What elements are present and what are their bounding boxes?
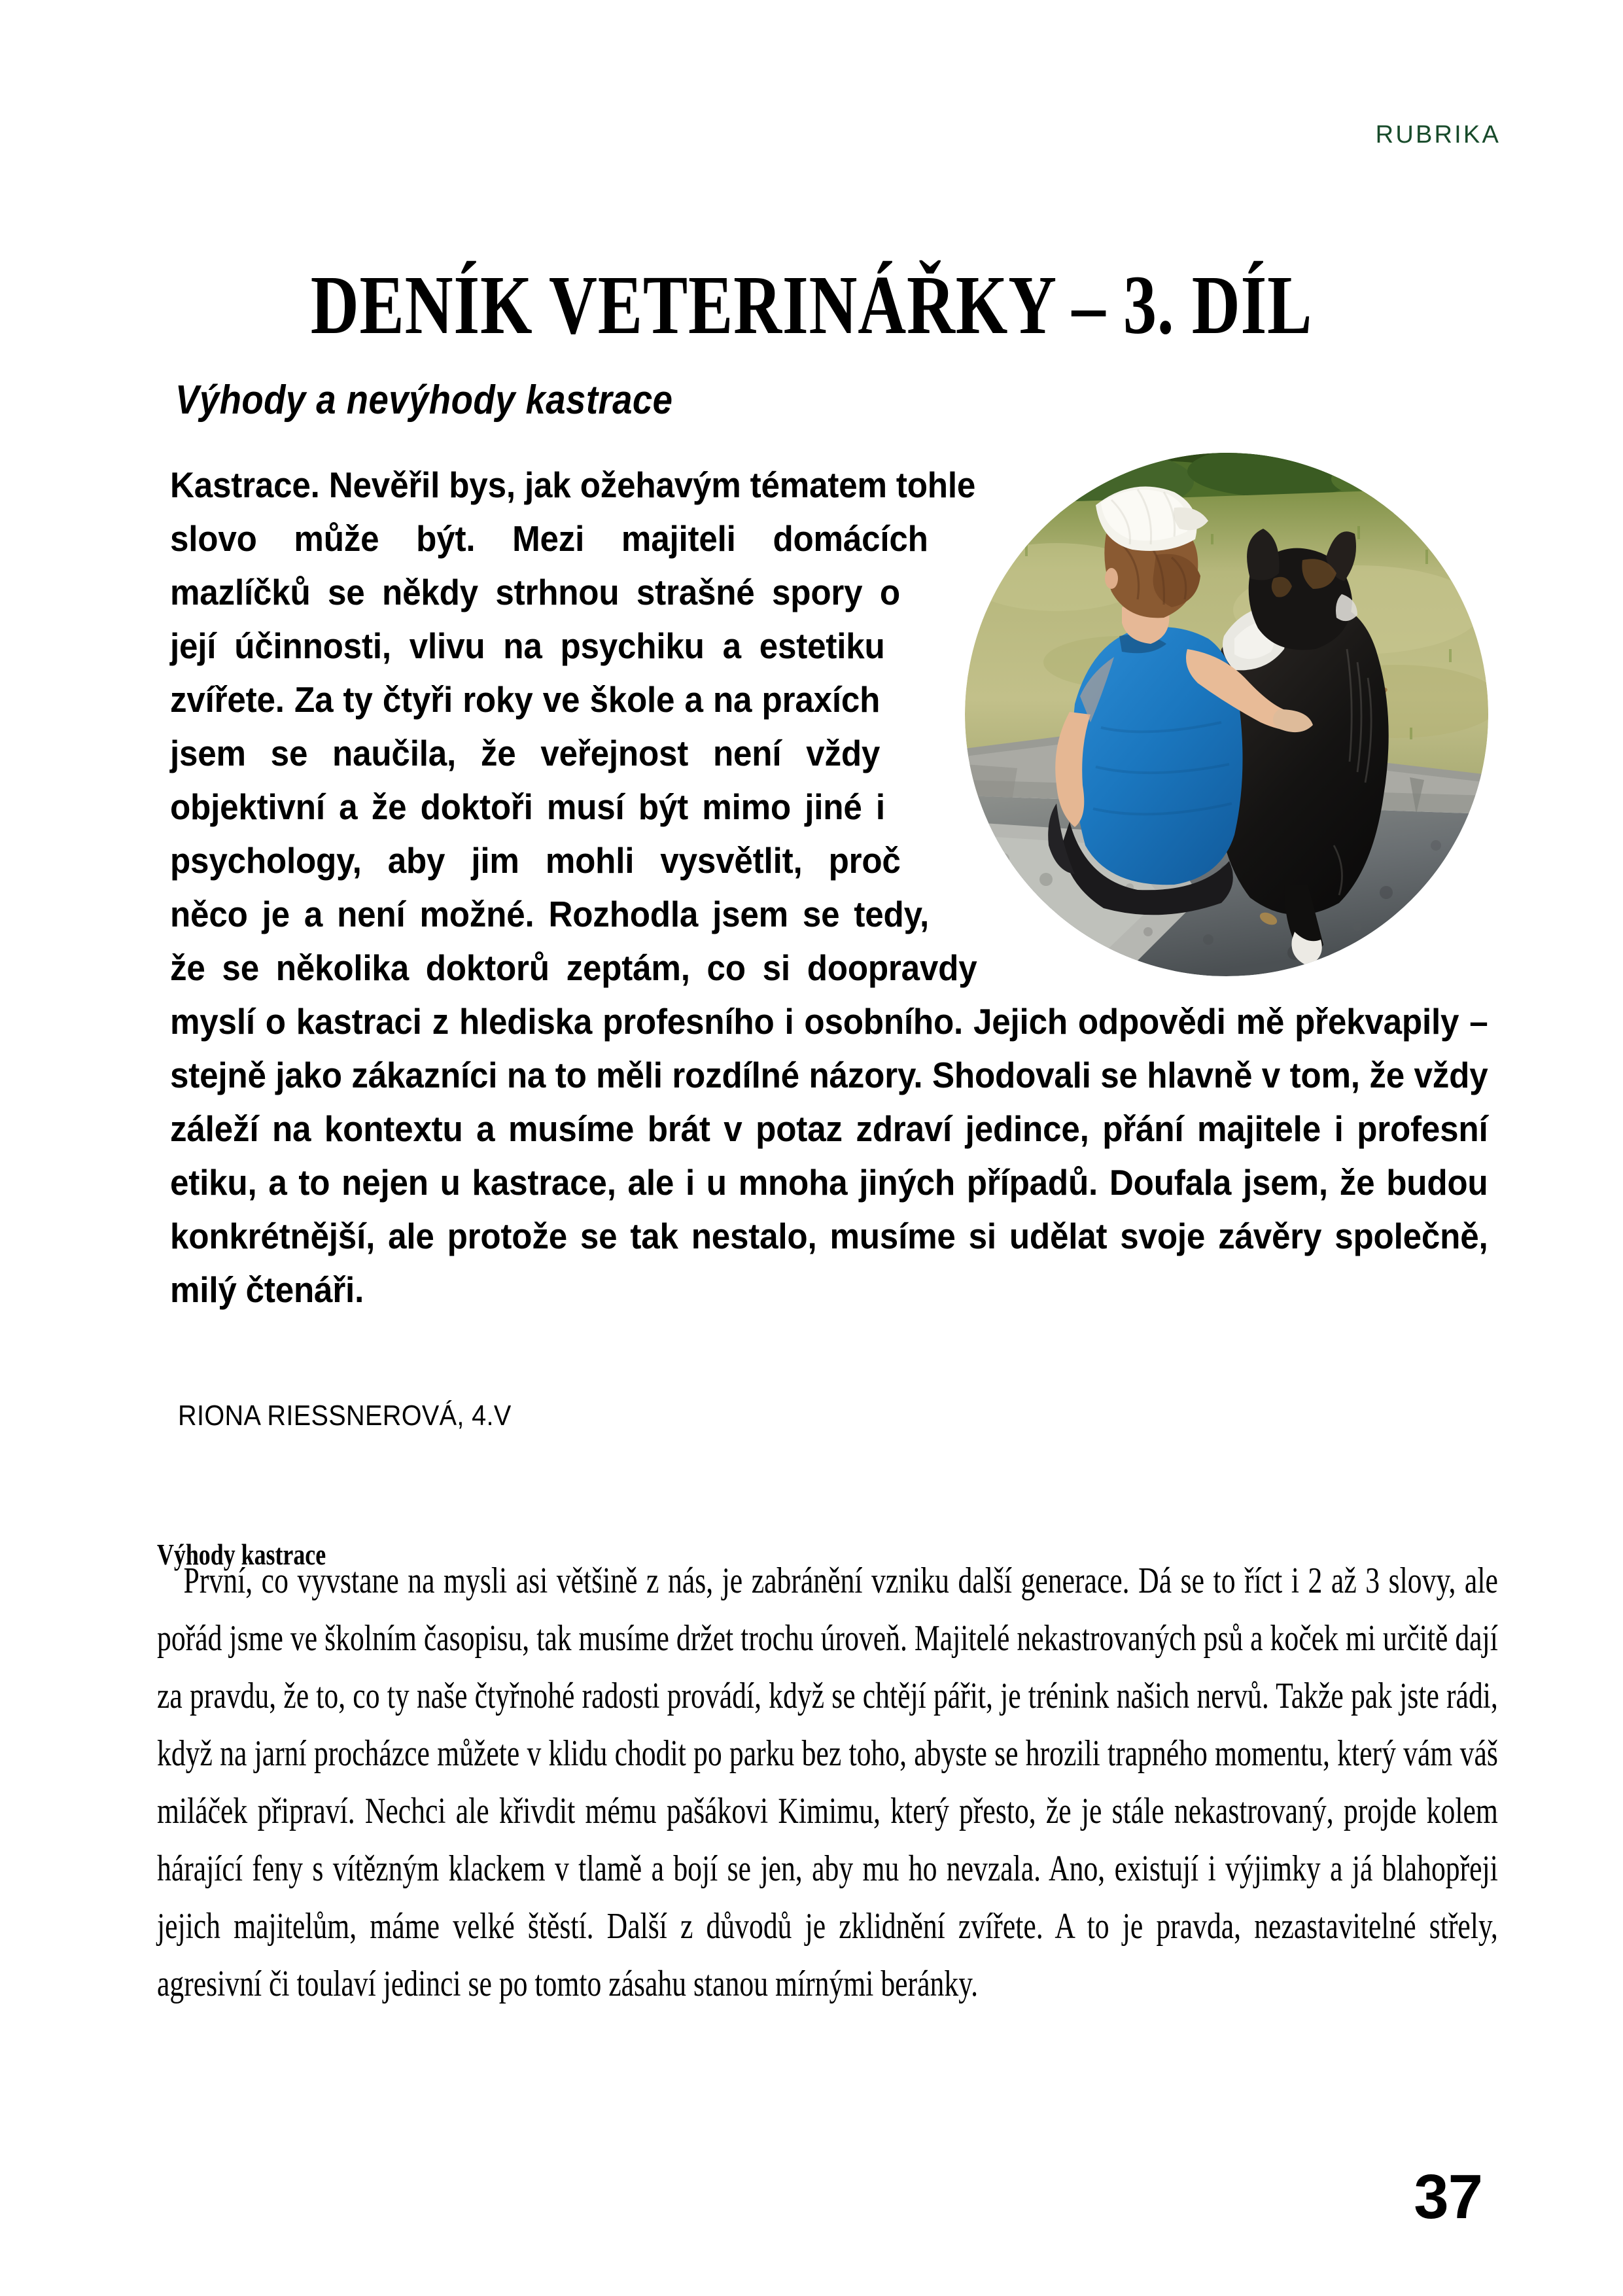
rubric-label: RUBRIKA [1375,121,1501,149]
section-paragraph: První, co vyvstane na mysli asi většině z nás, je zabránění vzniku další generace. Dá se to říct i 2 až 3 slovy, ale pořád jsme ve školním časopisu, tak musíme držet trochu úroveň. Majitelé nekastrovaných psů a koček mi určitě dají za pravdu, že to, co ty naše čtyřnohé radosti provádí, když se chtějí pářit, je trénink našich nervů. Takže pak jste rádi, když na jarní procházce můžete v klidu chodit po parku bez toho, abyste se hrozili trapného momentu, který vám váš miláček připraví. Nechci ale křivdit mému pašákovi Kimimu, který přesto, že je stále nekastrovaný, projde kolem hárající feny s vítězným klackem v tlamě a bojí se jen, aby mu ho nevzala. Ano, existují i výjimky a já blahopřeji jejich majitelům, máme velké štěstí. Další z důvodů je zklidnění zvířete. A to je pravda, nezastavitelné střely, agresivní či toulaví jedinci se po tomto zásahu stanou mírnými beránky. [157,1561,1498,2004]
page-title: DENÍK VETERINÁŘKY – 3. DÍL [310,258,1313,351]
intro-section [170,458,1488,1316]
page-number: 37 [1414,2162,1482,2232]
intro-paragraph: Kastrace. Nevěřil bys, jak ožehavým tématem tohle slovo může být. Mezi majiteli domácích mazlíčků se někdy strhnou strašné spory o její účinnosti, vlivu na psychiku a estetiku zvířete. Za ty čtyři roky ve škole a na praxích jsem se naučila, že veřejnost není vždy objektivní a že doktoři musí být mimo jiné i psychology, aby jim mohli vysvětlit, proč něco je a není možné. Rozhodla jsem se tedy, že se několika doktorů zeptám, co si doopravdy myslí o kastraci z hlediska profesního i osobního. Jejich odpovědi mě překvapily – stejně jako zákazníci na to měli rozdílné názory. Shodovali se hlavně v tom, že vždy záleží na kontextu a musíme brát v potaz zdraví jedince, přání majitele i profesní etiku, a to nejen u kastrace, ale i u mnoha jiných případů. Doufala jsem, že budou konkrétnější, ale protože se tak nestalo, musíme si udělat svoje závěry společně, milý čtenáři. [170,465,1488,1310]
article-subtitle: Výhody a nevýhody kastrace [175,378,673,423]
article-byline: RIONA RIESSNEROVÁ, 4.V [178,1400,512,1432]
section-heading: Výhody kastrace [157,1538,326,1571]
section-body [157,1552,1498,2013]
